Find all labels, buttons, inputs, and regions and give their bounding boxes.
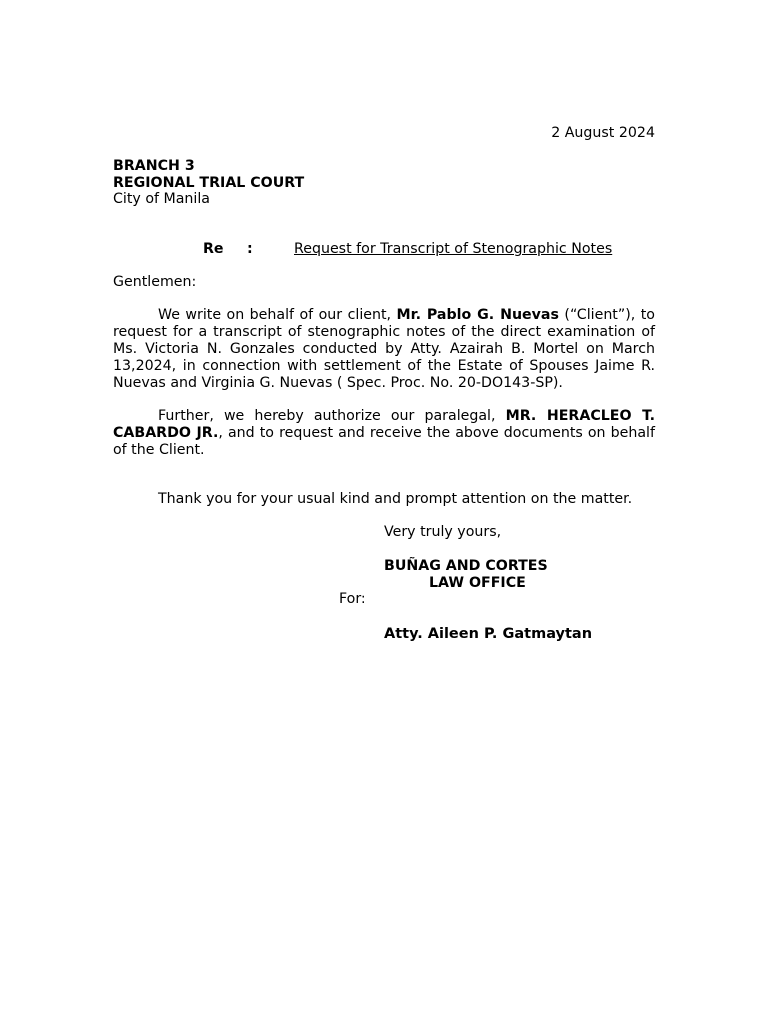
thanks-line: Thank you for your usual kind and prompt attention on the matter. bbox=[158, 491, 633, 507]
for-label: For: bbox=[339, 591, 366, 607]
body-paragraph-2 bbox=[113, 408, 655, 459]
firm-name: BUÑAG AND CORTES bbox=[384, 558, 548, 574]
re-subject: Request for Transcript of Stenographic Notes bbox=[294, 241, 613, 257]
addressee-branch: BRANCH 3 bbox=[113, 158, 195, 174]
re-colon: : bbox=[247, 241, 253, 257]
client-name: Mr. Pablo G. Nuevas bbox=[396, 307, 559, 323]
letter-date: 2 August 2024 bbox=[551, 125, 655, 141]
paragraph1-rest: (“Client”), to request for a transcript of stenographic notes of the direct examination of Ms. Victoria N. Gonzales conducted by Atty. Azairah B. Mortel on March 13,2024, in connection with settlement of the Estate of Spouses Jaime R. Nuevas and Virginia G. Nuevas ( Spec. Proc. No. 20-DO143-SP). bbox=[113, 307, 655, 391]
addressee-block bbox=[113, 158, 304, 208]
paragraph2-rest: , and to request and receive the above documents on behalf of the Client. bbox=[113, 425, 655, 458]
body-paragraph-1 bbox=[113, 307, 655, 392]
signatory-name: Atty. Aileen P. Gatmaytan bbox=[384, 626, 593, 642]
salutation: Gentlemen: bbox=[113, 274, 197, 290]
addressee-city: City of Manila bbox=[113, 191, 211, 208]
closing-line: Very truly yours, bbox=[384, 524, 502, 540]
paralegal-name: MR. HERACLEO T. CABARDO JR. bbox=[113, 408, 655, 441]
re-label: Re bbox=[203, 241, 224, 257]
addressee-court: REGIONAL TRIAL COURT bbox=[113, 174, 305, 191]
paragraph1-intro: We write on behalf of our client, bbox=[158, 307, 397, 323]
paragraph2-intro: Further, we hereby authorize our paralegal, bbox=[158, 408, 506, 424]
firm-subtitle: LAW OFFICE bbox=[429, 575, 526, 591]
